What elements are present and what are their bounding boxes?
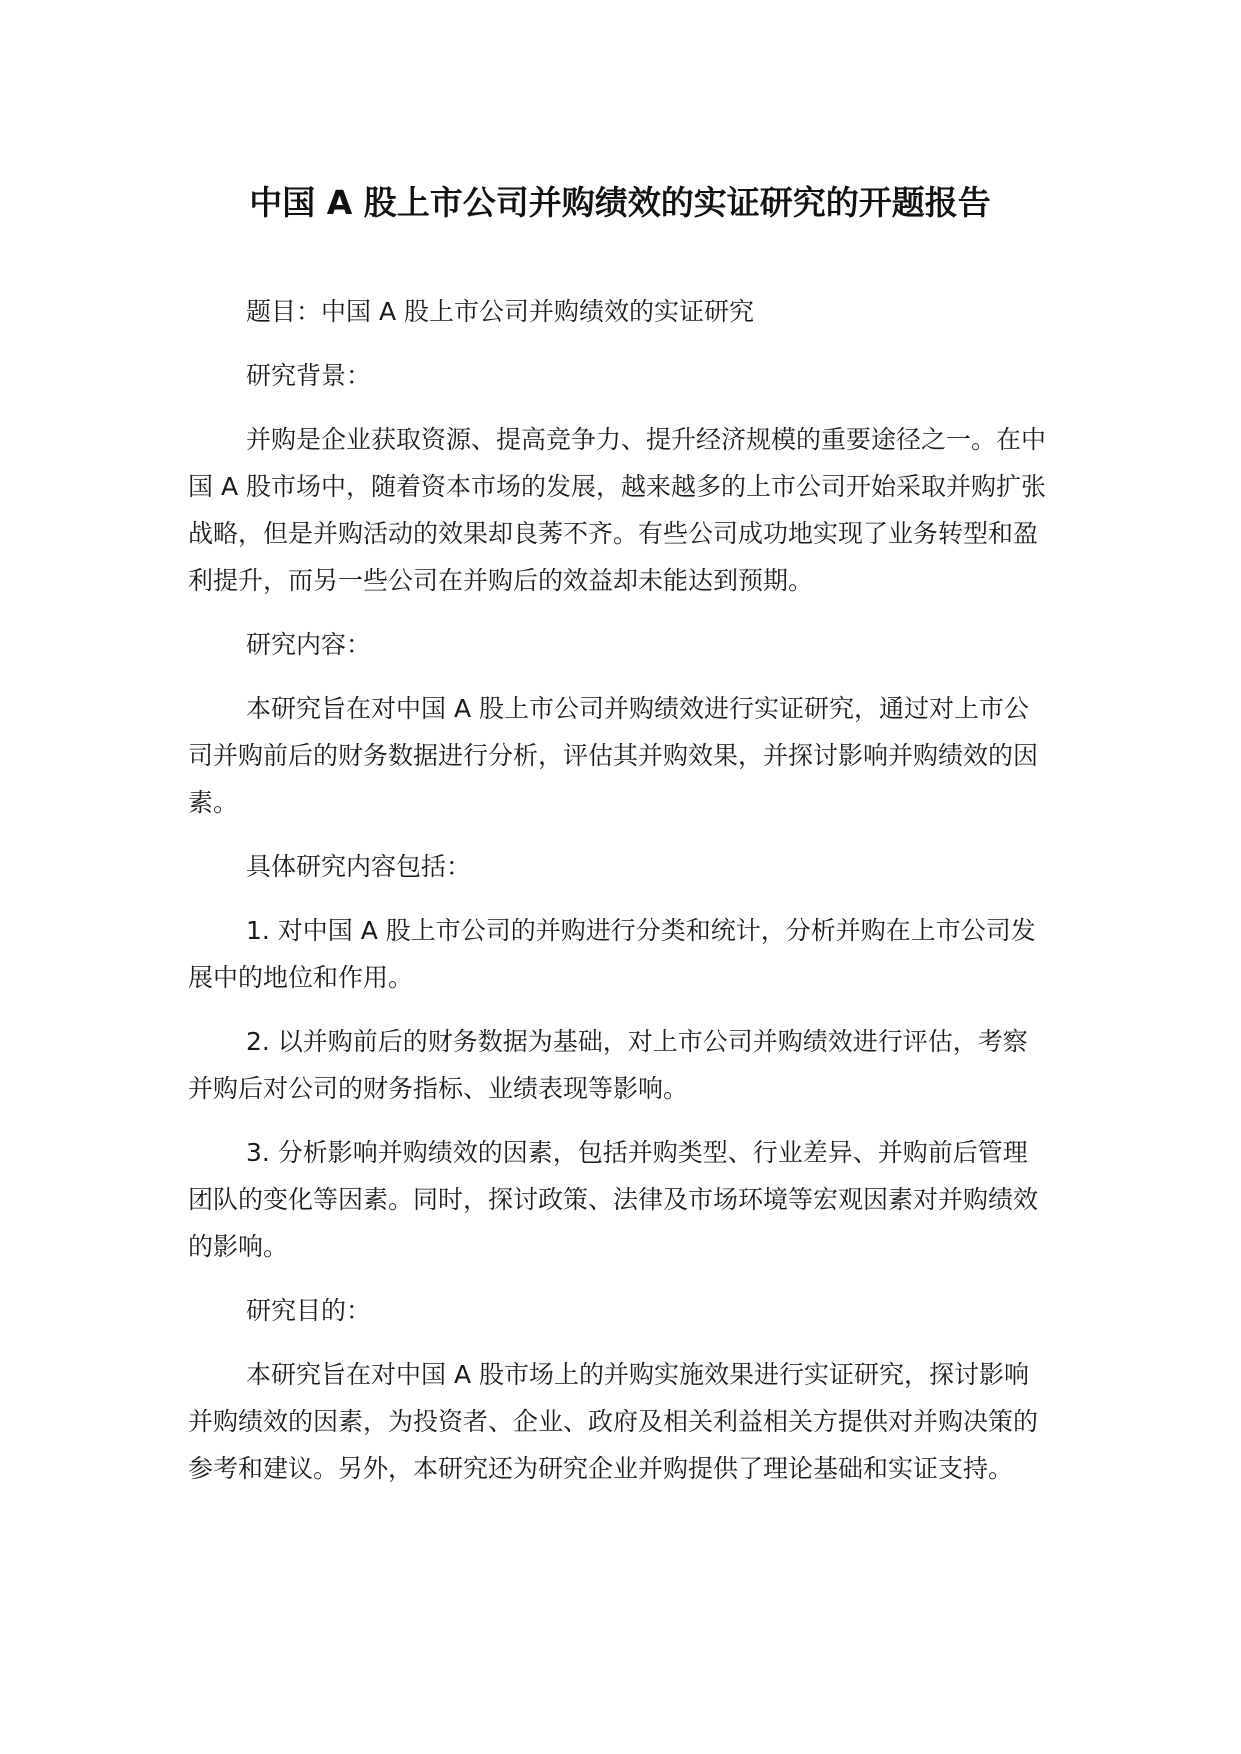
paragraph-topic: 题目：中国 A 股上市公司并购绩效的实证研究 <box>246 297 754 326</box>
list-item-2: 2. 以并购前后的财务数据为基础，对上市公司并购绩效进行评估，考察并购后对公司的财务指标、业绩表现等影响。 <box>188 1027 1028 1103</box>
paragraph-purpose: 本研究旨在对中国 A 股市场上的并购实施效果进行实证研究，探讨影响并购绩效的因素，为投资者、企业、政府及相关利益相关方提供对并购决策的参考和建议。另外，本研究还为研究企业并购提供了理论基础和实证支持。 <box>188 1360 1039 1483</box>
paragraph-background: 并购是企业获取资源、提高竞争力、提升经济规模的重要途径之一。在中国 A 股市场中，随着资本市场的发展，越来越多的上市公司开始采取并购扩张战略，但是并购活动的效果却良莠不齐。有些公司成功地实现了业务转型和盈利提升，而另一些公司在并购后的效益却未能达到预期。 <box>188 425 1047 595</box>
list-item-3: 3. 分析影响并购绩效的因素，包括并购类型、行业差异、并购前后管理团队的变化等因素。同时，探讨政策、法律及市场环境等宏观因素对并购绩效的影响。 <box>188 1138 1039 1261</box>
document-title: 中国 A 股上市公司并购绩效的实证研究的开题报告 <box>249 183 991 222</box>
heading-research-content: 研究内容： <box>246 630 372 659</box>
heading-research-purpose: 研究目的： <box>246 1296 372 1325</box>
heading-research-background: 研究背景： <box>246 361 372 390</box>
heading-specific-content: 具体研究内容包括： <box>246 852 472 881</box>
list-item-1: 1. 对中国 A 股上市公司的并购进行分类和统计，分析并购在上市公司发展中的地位和作用。 <box>188 916 1036 992</box>
document-body <box>188 288 1052 1492</box>
paragraph-content: 本研究旨在对中国 A 股上市公司并购绩效进行实证研究，通过对上市公司并购前后的财务数据进行分析，评估其并购效果，并探讨影响并购绩效的因素。 <box>188 694 1039 817</box>
